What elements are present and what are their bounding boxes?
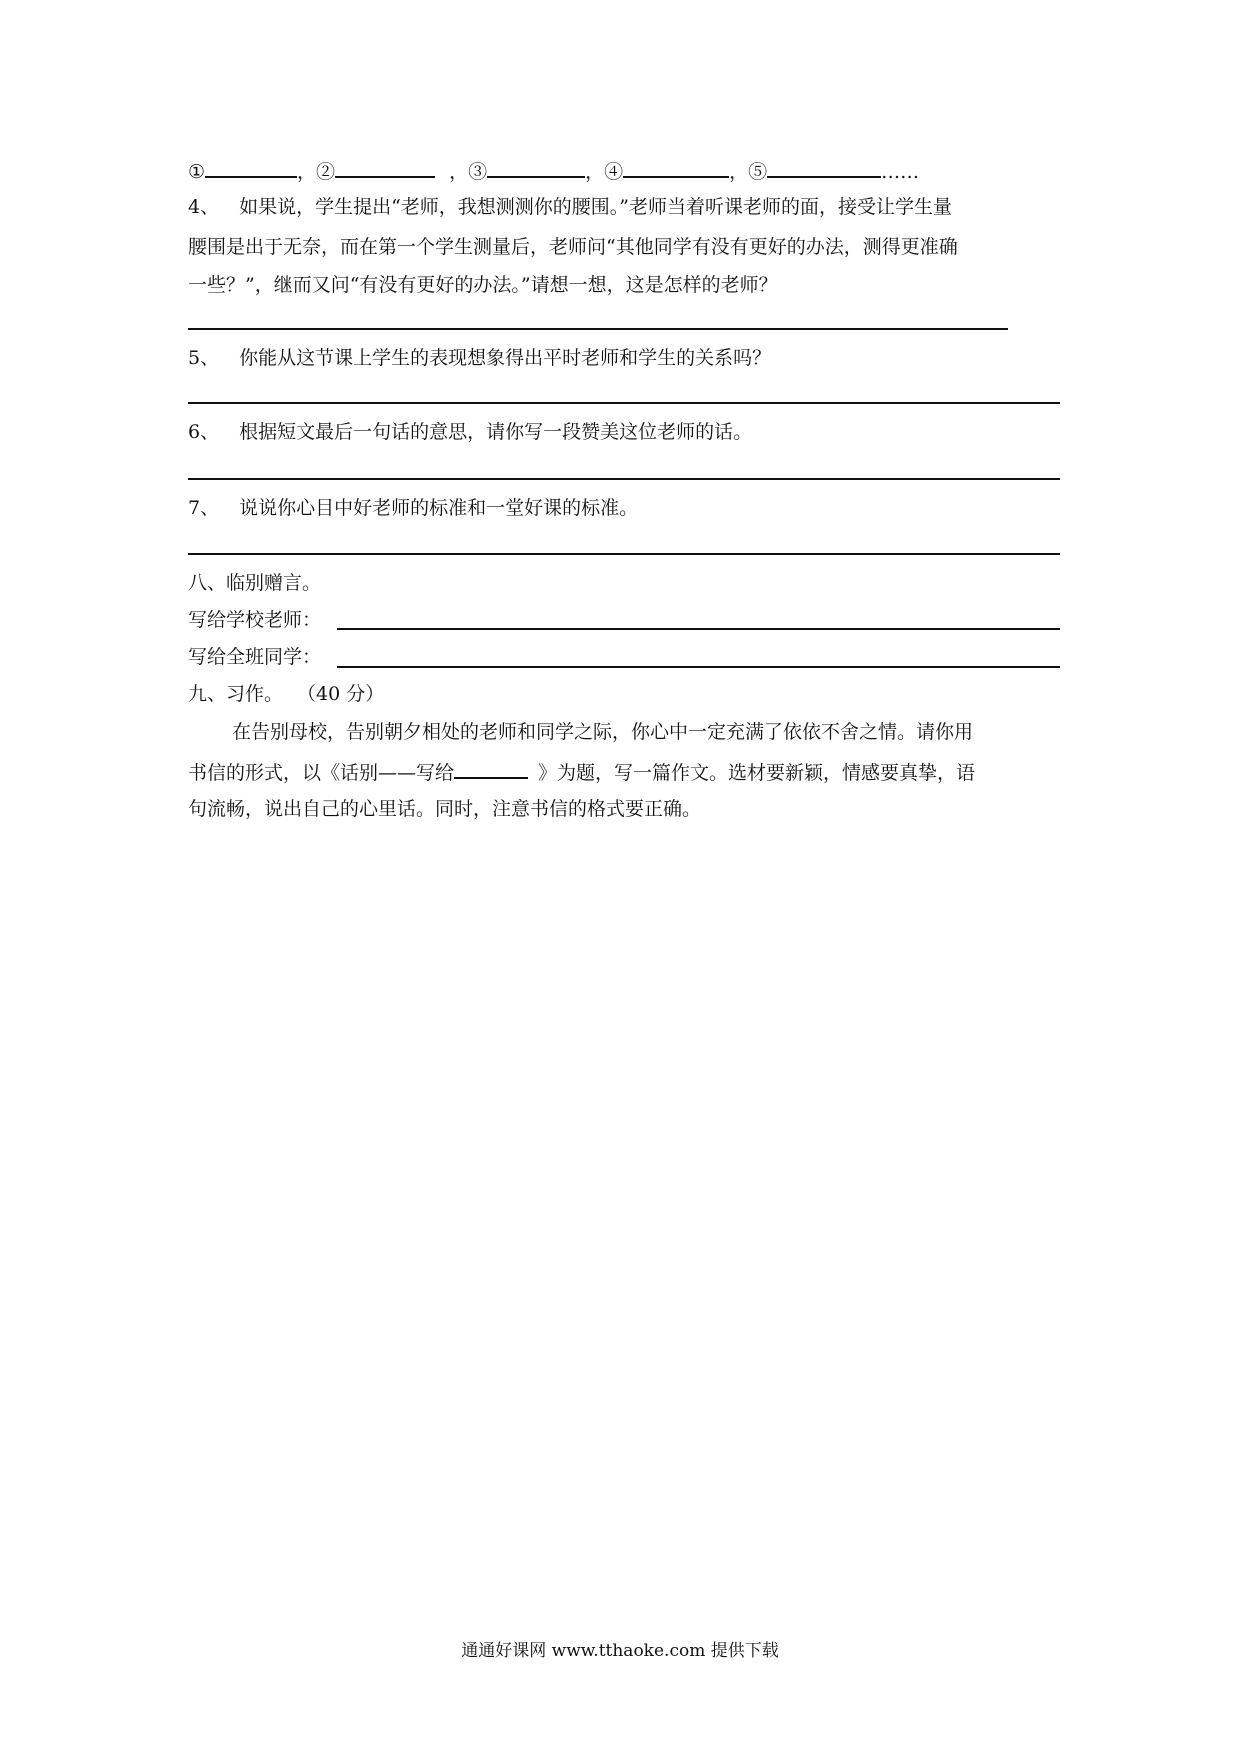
question-6-number: 6、 — [188, 421, 220, 443]
footer-source-note: 通通好课网 www.tthaoke.com 提供下载 — [461, 1641, 779, 1661]
composition-prompt-line-3: 句流畅，说出自己的心里话。同时，注意书信的格式要正确。 — [188, 798, 702, 820]
question-7-text: 说说你心目中好老师的标准和一堂好课的标准。 — [239, 497, 639, 519]
section-9-score: （40 分） — [297, 683, 385, 705]
question-4-text-line-1: 如果说，学生提出“老师，我想测测你的腰围。”老师当着听课老师的面，接受让学生量 — [239, 196, 953, 218]
blank-marker-2: ，② — [297, 161, 336, 183]
section-9-heading — [188, 682, 384, 706]
question-4-line-1 — [188, 195, 952, 219]
answer-blank-5[interactable] — [767, 158, 881, 178]
section-8-title: 八、临别赠言。 — [188, 572, 322, 594]
question-5-answer-line[interactable] — [188, 402, 1060, 404]
composition-prompt-line-2 — [188, 759, 975, 785]
question-4-answer-line[interactable] — [188, 328, 1008, 330]
answer-blank-4[interactable] — [623, 158, 729, 178]
ellipsis: …… — [881, 161, 920, 183]
composition-prompt-text-b: 》为题，写一篇作文。选材要新颖，情感要真挚，语 — [538, 762, 976, 784]
question-4-line-3: 一些？”，继而又问“有没有更好的办法。”请想一想，这是怎样的老师？ — [188, 274, 778, 296]
blank-marker-1: ① — [188, 161, 206, 183]
question-5 — [188, 346, 771, 370]
question-4-number: 4、 — [188, 196, 220, 218]
question-6 — [188, 420, 752, 444]
blank-marker-5: ，⑤ — [729, 161, 768, 183]
answer-blank-1[interactable] — [205, 158, 297, 178]
question-7-number: 7、 — [188, 497, 220, 519]
composition-prompt-text-a: 书信的形式，以《话别——写给 — [188, 762, 455, 784]
answer-blank-3[interactable] — [487, 158, 585, 178]
question-5-number: 5、 — [188, 347, 220, 369]
to-classmates-label: 写给全班同学： — [188, 646, 322, 668]
to-teachers-label: 写给学校老师： — [188, 609, 322, 631]
question-7 — [188, 496, 638, 520]
question-4-line-2: 腰围是出于无奈，而在第一个学生测量后，老师问“其他同学有没有更好的办法，测得更准确 — [188, 236, 958, 258]
answer-blank-2[interactable] — [335, 158, 435, 178]
blank-marker-3: ，③ — [449, 161, 488, 183]
to-classmates-answer-line[interactable] — [337, 666, 1060, 668]
composition-prompt-line-1: 在告别母校，告别朝夕相处的老师和同学之际，你心中一定充满了依依不舍之情。请你用 — [232, 721, 974, 743]
question-7-answer-line[interactable] — [188, 553, 1060, 555]
numbered-blanks-row — [188, 158, 919, 184]
blank-marker-4: ，④ — [585, 161, 624, 183]
question-6-text: 根据短文最后一句话的意思，请你写一段赞美这位老师的话。 — [239, 421, 753, 443]
question-5-text: 你能从这节课上学生的表现想象得出平时老师和学生的关系吗？ — [239, 347, 772, 369]
section-9-title: 九、习作。 — [188, 683, 284, 705]
to-teachers-answer-line[interactable] — [337, 628, 1060, 630]
composition-title-blank[interactable] — [454, 759, 528, 779]
question-6-answer-line[interactable] — [188, 478, 1060, 480]
